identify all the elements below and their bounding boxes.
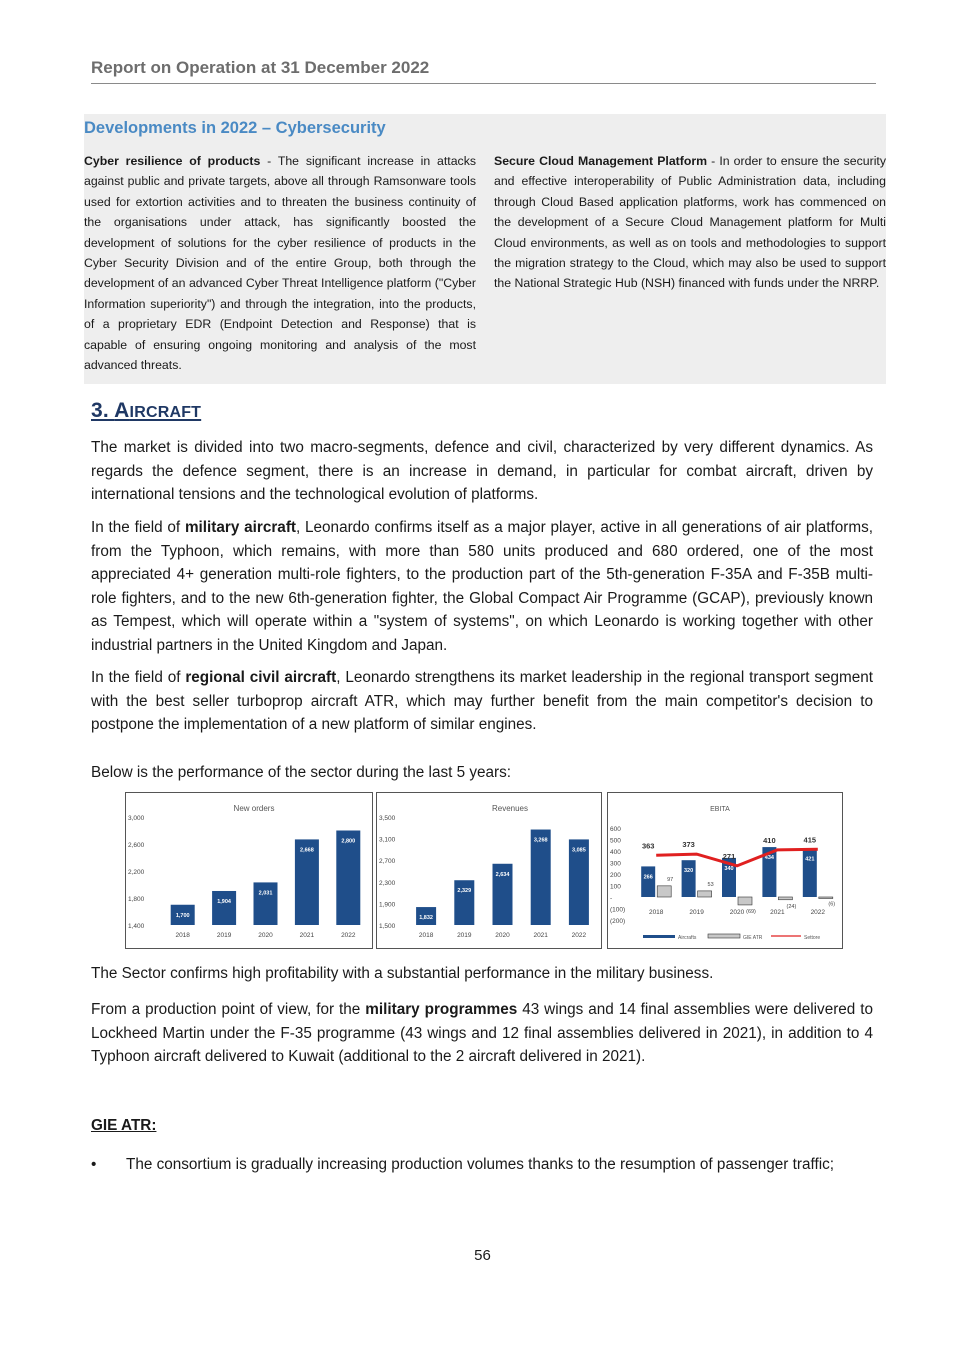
legend-label-gie-atr: GIE ATR [743,935,763,941]
bar-gie-atr [698,891,712,897]
bar [254,882,278,925]
paragraph-profitability: The Sector confirms high profitability with a substantial performance in the military business. [91,965,714,982]
new-orders-chart-svg [126,793,371,947]
charts-area [125,792,843,949]
chart-title: Revenues [491,804,529,813]
bar [212,891,236,925]
data-label-gie-atr: (24) [786,903,797,910]
bar [531,830,551,925]
data-label-gie-atr: 97 [667,876,674,883]
data-label: 2,031 [258,890,273,897]
chart-new-orders [125,792,373,949]
x-tick-label: 2021 [533,932,548,939]
data-label-aircrafts: 266 [643,874,653,881]
data-label-gie-atr: (69) [746,908,756,915]
left-heading: Cyber resilience of products [84,154,261,168]
bar [336,831,360,926]
right-heading: Secure Cloud Management Platform [494,154,708,168]
y-tick-label: 500 [610,837,621,845]
y-tick-label: 2,200 [128,869,145,876]
data-label: 2,329 [457,888,472,895]
y-tick-label: 1,900 [379,901,396,909]
y-tick-label: 1,500 [379,923,396,930]
box-left-column [84,151,476,375]
line-settore [656,849,818,866]
y-tick-label: 3,100 [379,836,396,844]
chart-ebita [607,792,843,949]
y-tick-label: 200 [610,872,621,879]
page-number: 56 [474,1247,491,1264]
data-label-settore: 271 [722,851,736,861]
y-tick-label: - [610,895,613,902]
y-tick-label: 300 [610,860,621,868]
legend-swatch-aircrafts [643,935,675,938]
page-header: Report on Operation at 31 December 2022 [91,58,876,84]
bullet-text: The consortium is gradually increasing production volumes thanks to the resumption of passenger traffic; [126,1156,834,1173]
paragraph-production: From a production point of view, for the military programmes 43 wings and 14 final assemblies were delivered to Lockheed Martin under the F-35 programme (43 wings and 12 final assemblies delivered in 2021), in addition to 4 Typhoon aircraft delivered to Kuwait (additional to the 2 aircraft delivered in 2021). [91,1001,874,1066]
bar-gie-atr [657,886,671,897]
x-tick-label: 2018 [648,909,664,916]
x-tick-label: 2021 [299,932,315,939]
data-label: 1,904 [217,898,231,905]
y-tick-label: 600 [610,826,621,833]
data-label: 2,800 [341,838,356,845]
legend-swatch-gie-atr [708,934,740,938]
left-text: - The significant increase in attacks against public and private targets, above all through Ramsonware tools used for extortion activities and to threaten the business continuity of the organisations under attack, has significantly boosted the development of solutions for the cyber resilience of products in the Cyber Security Division and of the entire Group, both through the development of an advanced Cyber Threat Intelligence platform ("Cyber Information superiority") and through the integration, into the products, of a proprietary EDR (Endpoint Detection and Response) that is capable of ensuring ongoing monitoring and analysis of the most advanced threats. [84,154,477,373]
bar-aircrafts [641,866,655,897]
box-right-column [494,151,886,294]
legend-label-aircrafts: Aircrafts [678,935,697,941]
x-tick-label: 2020 [729,909,745,916]
y-tick-label: 2,600 [128,842,145,849]
x-tick-label: 2018 [418,932,434,939]
data-label-gie-atr: 53 [707,881,714,888]
data-label: 3,268 [533,837,548,844]
paragraph-market: The market is divided into two macro-segments, defence and civil, characterized by very different dynamics. As regards the defence segment, there is an increase in demand, in particular for combat aircraft, driven by international tensions and the technological evolution of platforms. [91,439,873,504]
legend-label-settore: Settore [804,935,821,941]
data-label-settore: 415 [803,835,817,845]
box-title: Developments in 2022 – Cybersecurity [84,119,386,137]
y-tick-label: 2,700 [379,858,396,866]
ebita-chart-svg [608,793,841,947]
bar-gie-atr [819,897,833,899]
x-tick-label: 2019 [689,909,704,916]
chart-title: EBITA [710,806,730,813]
bullet-mark: • [91,1156,97,1173]
data-label-aircrafts: 320 [684,868,694,875]
x-tick-label: 2019 [216,932,232,939]
section-title: 3. AIRCRAFT [91,399,202,422]
chart-revenues [376,792,602,949]
x-tick-label: 2021 [770,909,785,916]
y-tick-label: 2,300 [379,879,396,887]
revenues-chart-svg [377,793,600,947]
y-tick-label: 100 [610,883,621,891]
x-tick-label: 2022 [341,932,356,939]
cybersecurity-box [84,114,886,384]
y-tick-label: 1,800 [128,896,145,903]
right-text: - In order to ensure the security and effective interoperability of Public Administration data, including through Cloud Based application platforms, work has commenced on the development of a Secure Cloud Management platform for Multi Cloud environments, as well as on tools and methodologies to support the migration strategy to the Cloud, which may also be used to support the National Strategic Hub (NSH) financed with funds under the NRRP. [494,154,886,291]
data-label-aircrafts: 340 [724,865,734,872]
gie-atr-heading: GIE ATR: [91,1117,157,1134]
x-tick-label: 2022 [571,932,587,939]
y-tick-label: (200) [610,918,626,925]
data-label: 2,634 [495,871,510,878]
data-label: 1,832 [419,915,433,922]
x-tick-label: 2019 [457,932,472,939]
paragraph-civil: In the field of regional civil aircraft, Leonardo strengthens its market leadership in the regional transport segment with the best seller turboprop aircraft ATR, which may further benefit from the main competitor's decision to postpone the implementation of a new platform of similar engines. [91,669,873,734]
chart-title: New orders [233,804,275,813]
bar-aircrafts [682,860,696,897]
data-label-settore: 410 [763,835,776,845]
y-tick-label: 400 [610,849,621,856]
paragraph-performance-intro: Below is the performance of the sector during the last 5 years: [91,764,512,781]
data-label: 1,700 [175,912,190,919]
data-label-aircrafts: 421 [805,856,815,863]
data-label: 3,085 [572,847,586,854]
bar-gie-atr [738,897,752,905]
x-tick-label: 2018 [175,932,190,939]
data-label-settore: 373 [682,840,695,850]
data-label-gie-atr: (6) [828,901,836,908]
y-tick-label: 3,000 [128,815,145,822]
x-tick-label: 2020 [495,932,510,939]
y-tick-label: 3,500 [379,815,396,822]
data-label-aircrafts: 434 [764,855,774,862]
bar [454,880,474,925]
data-label: 2,668 [300,847,314,854]
bar-gie-atr [778,897,792,900]
x-tick-label: 2022 [810,909,826,916]
y-tick-label: (100) [610,906,626,914]
data-label-settore: 363 [641,841,655,851]
y-tick-label: 1,400 [128,923,145,930]
paragraph-military: In the field of military aircraft, Leonardo confirms itself as a major player, active in all generations of air platforms, from the Typhoon, which remains, with more than 580 units produced and 680 ordered, one of the most appreciated 4+ generation multi-role fighters, to the production part of the 5th-generation F-35A and F-35B multi-role fighters, and to the new 6th-generation fighter, the Global Compact Air Programme (GCAP), previously known as Tempest, which will operate within a "system of systems", on which Leonardo is working together with other industrial partners in the United Kingdom and Japan. [91,519,874,654]
x-tick-label: 2020 [258,932,273,939]
